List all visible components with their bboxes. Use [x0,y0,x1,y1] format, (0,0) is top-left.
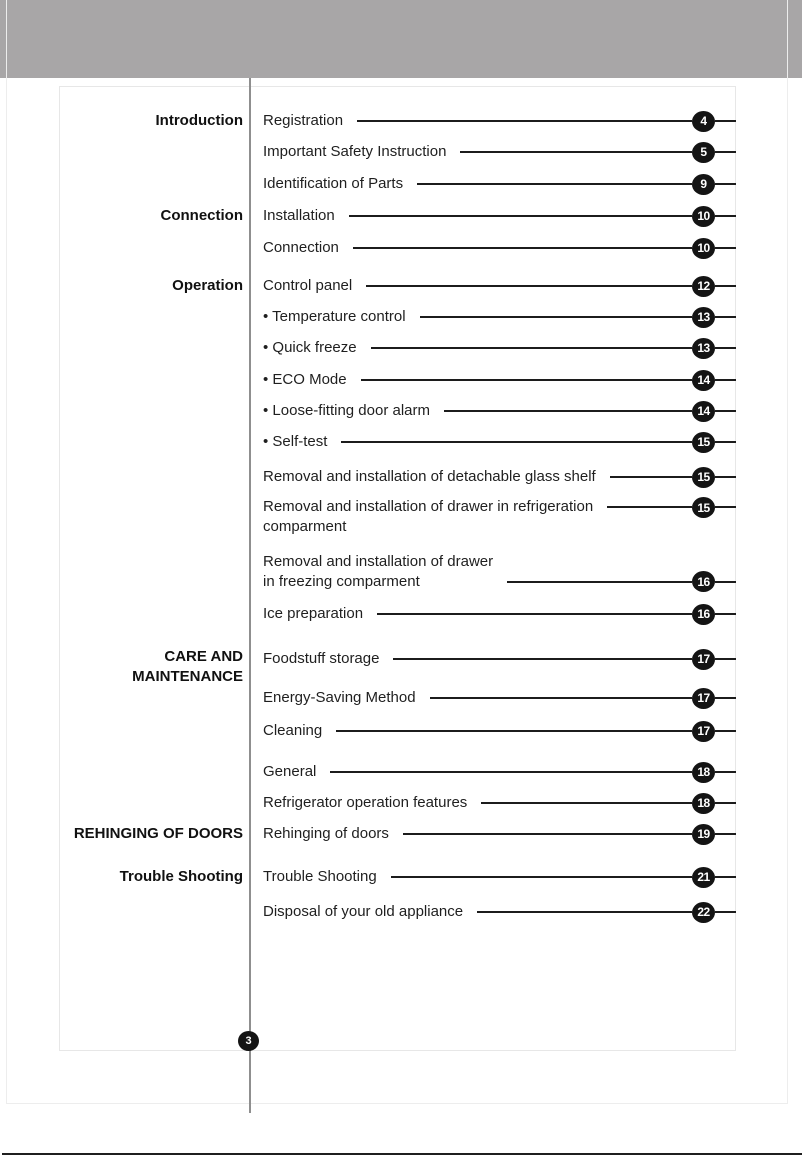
toc-entry [263,466,736,488]
leader-line [377,613,692,615]
leader-line-trail [715,316,736,318]
toc-entry [263,687,736,709]
section-heading-label: Connection [160,207,243,224]
leader-line-trail [715,183,736,185]
page-badge: 13 [692,338,715,359]
leader-line-trail [715,410,736,412]
toc-entry-label: • Self-test [263,433,328,450]
page-badge: 14 [692,370,715,391]
leader-line-trail [715,506,736,508]
page-badge: 15 [692,467,715,488]
toc-entry-label: Removal and installation of detachable glass shelf [263,468,596,485]
section-heading-label: Operation [172,277,243,294]
toc-entry [263,337,736,359]
toc-entry [263,792,736,814]
toc-entry-label: Registration [263,112,344,129]
toc-entry-label: Control panel [263,277,353,294]
toc-entry [263,275,736,297]
page-badge: 16 [692,571,715,592]
leader-line [403,833,692,835]
toc-entry-label-line1: Removal and installation of drawer in refrigeration [263,498,594,515]
column-divider [249,78,251,1113]
page-badge: 12 [692,276,715,297]
section-heading-label: Trouble Shooting [119,868,243,885]
toc-entry-label: • ECO Mode [263,371,347,388]
leader-line-trail [715,247,736,249]
toc-entry-label: Trouble Shooting [263,868,377,885]
page-badge: 21 [692,867,715,888]
toc-entry [263,369,736,391]
page-badge: 5 [692,142,715,163]
toc-entry-label: Cleaning [263,722,323,739]
leader-line [477,911,692,913]
toc-entry-label: • Loose-fitting door alarm [263,402,430,419]
section-heading-label: REHINGING OF DOORS [73,825,243,842]
toc-entry [263,306,736,328]
leader-line-trail [715,833,736,835]
page-badge: 10 [692,206,715,227]
leader-line-trail [715,441,736,443]
page-badge: 15 [692,497,715,518]
leader-line-trail [715,151,736,153]
section-heading-connection [59,205,243,227]
section-heading-introduction [59,110,243,132]
toc-entry [263,173,736,195]
toc-entry [263,237,736,259]
leader-line [336,730,692,732]
toc-entry-label: Foodstuff storage [263,650,380,667]
toc-entry-label: Refrigerator operation features [263,794,468,811]
page-badge: 10 [692,238,715,259]
toc-entry-label: Installation [263,207,335,224]
leader-line-trail [715,215,736,217]
toc-entry [263,497,736,537]
page-badge: 9 [692,174,715,195]
toc-entry [263,648,736,670]
leader-line [366,285,692,287]
leader-line-trail [715,347,736,349]
toc-entry-label-line2: comparment [263,518,347,535]
toc-entry-label [263,497,593,537]
page-badge: 22 [692,902,715,923]
page-badge: 16 [692,604,715,625]
toc-entry [263,552,736,592]
leader-line [341,441,692,443]
leader-line-trail [715,802,736,804]
toc-entry-label-line2: in freezing comparment [263,573,420,590]
section-heading-label: MAINTENANCE [132,668,243,685]
toc-entry [263,720,736,742]
toc-entry-label: Disposal of your old appliance [263,903,464,920]
leader-line-trail [715,911,736,913]
toc-entry [263,110,736,132]
bottom-rule [2,1153,802,1155]
leader-line [349,215,692,217]
leader-line [481,802,692,804]
toc-entry-label: Ice preparation [263,605,364,622]
toc-entry [263,866,736,888]
toc-entry-label: Important Safety Instruction [263,143,447,160]
leader-line-trail [715,379,736,381]
toc-entry [263,761,736,783]
leader-line-trail [715,285,736,287]
page-badge: 17 [692,688,715,709]
page-badge: 19 [692,824,715,845]
page-badge: 4 [692,111,715,132]
section-heading-label: CARE AND [164,648,243,665]
page-badge: 17 [692,721,715,742]
leader-line [330,771,692,773]
page-badge: 18 [692,793,715,814]
toc-entry [263,431,736,453]
leader-line-trail [715,697,736,699]
page-badge: 17 [692,649,715,670]
leader-line [371,347,692,349]
toc-entry [263,205,736,227]
footer-page-number-badge: 3 [238,1031,259,1051]
leader-line [610,476,692,478]
leader-line [430,697,692,699]
leader-line [353,247,692,249]
page-badge: 15 [692,432,715,453]
leader-line-trail [715,876,736,878]
leader-line-trail [715,613,736,615]
page-badge: 18 [692,762,715,783]
toc-entry-label: General [263,763,317,780]
toc-entry [263,901,736,923]
leader-line-trail [715,730,736,732]
toc-entry-label [263,552,493,592]
toc-entry-label: Connection [263,239,339,256]
section-heading-rehinging-of-doors [59,823,243,845]
section-heading-label: Introduction [155,112,243,129]
section-heading-trouble-shooting [59,866,243,888]
toc-entry-label-line1: Removal and installation of drawer [263,553,494,570]
toc-entry-label: Energy-Saving Method [263,689,416,706]
toc-entry-label: Rehinging of doors [263,825,389,842]
leader-line [507,581,692,583]
toc-entry-label: Identification of Parts [263,175,404,192]
leader-line-trail [715,120,736,122]
section-heading-operation [59,275,243,297]
toc-entry [263,400,736,422]
leader-line-trail [715,476,736,478]
leader-line [417,183,692,185]
section-heading-care-and-maintenance [59,647,243,687]
toc-entry [263,603,736,625]
toc-entry [263,141,736,163]
leader-line-trail [715,771,736,773]
leader-line [444,410,692,412]
toc-entry [263,823,736,845]
leader-line [420,316,692,318]
leader-line [460,151,692,153]
leader-line-trail [715,581,736,583]
page-badge: 14 [692,401,715,422]
leader-line [393,658,692,660]
toc-entry-label: • Quick freeze [263,339,357,356]
toc-entry-label: • Temperature control [263,308,406,325]
leader-line [391,876,692,878]
leader-line [361,379,692,381]
leader-line [607,506,692,508]
leader-line [357,120,692,122]
page-badge: 13 [692,307,715,328]
leader-line-trail [715,658,736,660]
